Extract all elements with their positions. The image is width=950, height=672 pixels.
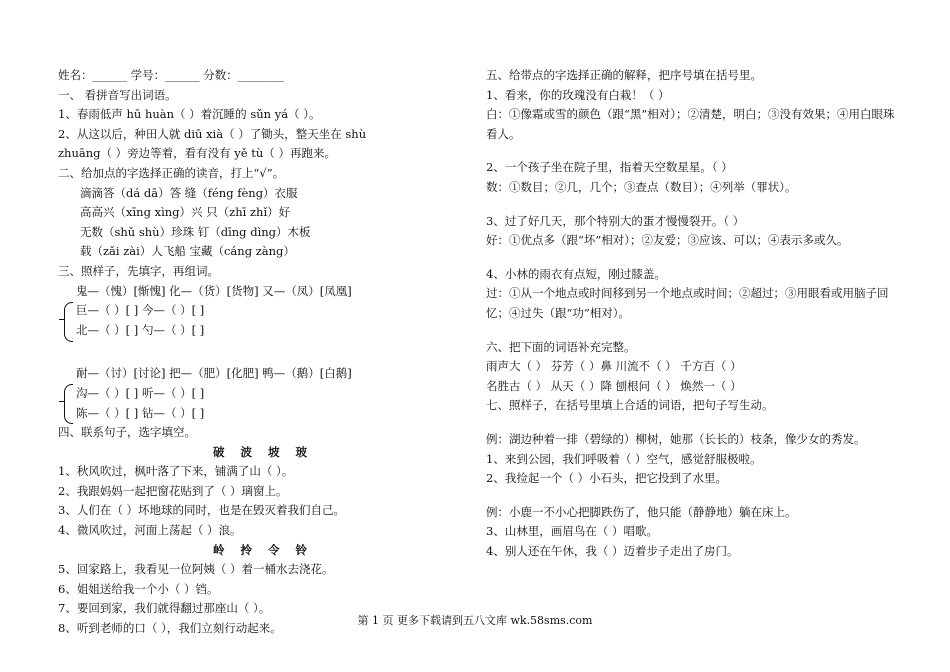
s4-question-2: 2、我跟妈妈一起把窗花贴到了（ ）璃窗上。 (58, 483, 288, 498)
s5-question-3: 3、过了好几天，那个特别大的蛋才慢慢裂开。（ ） (486, 213, 745, 228)
s5-question-4-options: 过：①从一个地点或时间移到另一个地点或时间；②超过；③用眼看或用脑子回忆；④过失（跟“功”相对）。 (486, 286, 889, 320)
s6-row-1: 雨声大（ ） 芬芳（ ）鼻 川流不（ ） 千方百（ ） (486, 359, 742, 374)
s3-g2-row-2: 沟—（ ）[ ] 听—（ ）[ ] (76, 385, 205, 400)
section-7-title: 七、照样子，在括号里填上合适的词语，把句子写生动。 (486, 398, 774, 413)
s4-question-3: 3、人们在（ ）坏地球的同时，也是在毁灭着我们自己。 (58, 503, 345, 518)
s3-group-2 (58, 364, 468, 423)
s4-question-6: 6、姐姐送给我一个小（ ）铛。 (58, 581, 219, 596)
right-column (486, 66, 896, 561)
section-6-title: 六、把下面的词语补充完整。 (486, 339, 636, 354)
section-4-title: 四、联系句子，选字填空。 (58, 425, 196, 440)
page-footer: 第 1 页 更多下载请到五八文库 wk.58sms.com (357, 614, 593, 627)
s1-question-2a: 2、从这以后，种田人就 diū xià（ ）了锄头，整天坐在 shù (58, 126, 367, 141)
section-5-title: 五、给带点的字选择正确的解释，把序号填在括号里。 (486, 68, 762, 82)
section-2-title: 二、给加点的字选择正确的读音，打上“√”。 (58, 165, 285, 180)
s2-row-2: 高高兴（xīng xìng）兴 只（zhī zhǐ）好 (80, 205, 291, 220)
left-column (58, 66, 468, 639)
s7-example-1: 例：湖边种着一排（碧绿的）柳树，她那（长长的）枝条，像少女的秀发。 (486, 431, 866, 446)
s5-question-2-options: 数：①数目；②几，几个；③查点（数目）；④列举（罪状）。 (486, 179, 797, 194)
s4-question-1: 1、秋风吹过，枫叶落了下来，铺满了山（ ）。 (58, 464, 294, 479)
s7-question-4: 4、别人还在午休，我（ ）迈着步子走出了房门。 (486, 543, 739, 558)
s6-row-2: 名胜古（ ） 从天（ ）降 刨根问（ ） 焕然一（ ） (486, 378, 742, 393)
s4-question-7: 7、要回到家，我们就得翻过那座山（ ）。 (58, 601, 271, 616)
s5-question-1-options: 白：①像霜或雪的颜色（跟“黑”相对）；②清楚，明白；③没有效果；④用白眼珠看人。 (486, 107, 895, 141)
s3-g1-row-2: 巨—（ ）[ ] 今—（ ）[ ] (76, 303, 205, 318)
brace-icon (64, 384, 73, 424)
s7-question-2: 2、我捡起一个（ ）小石头，把它投到了水里。 (486, 471, 727, 486)
s1-question-2b: zhuāng（ ）旁边等着，看有没有 yě tù（ ）再跑来。 (58, 146, 336, 161)
s4-char-set-1: 破 波 坡 玻 (212, 444, 313, 459)
student-info-header: 姓名：______ 学号：______ 分数：________ (58, 68, 284, 82)
s4-question-5: 5、回家路上，我看见一位阿姨（ ）着一桶水去浇花。 (58, 562, 334, 577)
section-1-title: 一、 看拼音写出词语。 (58, 87, 177, 102)
s2-row-4: 载（zǎi zài）人飞船 宝藏（cáng zàng） (80, 244, 295, 259)
s1-question-1: 1、春雨低声 hū huàn（ ）着沉睡的 sǔn yá（ ）。 (58, 107, 321, 122)
s3-g1-row-3: 北—（ ）[ ] 勺—（ ）[ ] (76, 322, 205, 337)
s3-g1-row-1: 鬼—（愧）[惭愧] 化—（货）[货物] 又—（凤）[凤凰] (76, 283, 352, 298)
s4-question-4: 4、微风吹过，河面上荡起（ ）浪。 (58, 523, 242, 538)
s4-question-8: 8、听到老师的口（ ），我们立刻行动起来。 (58, 621, 282, 636)
s3-group-1 (58, 282, 468, 341)
s7-question-3: 3、山林里，画眉鸟在（ ）唱歌。 (486, 524, 658, 539)
s7-question-1: 1、来到公园，我们呼吸着（ ）空气，感觉舒服极啦。 (486, 451, 762, 466)
s2-row-1: 滴滴答（dá dā）答 缝（féng fèng）衣服 (80, 185, 298, 200)
s5-question-4: 4、小林的雨衣有点短，刚过膝盖。 (486, 266, 666, 281)
s2-row-3: 无数（shǔ shù）珍珠 钉（dīng dìng）木板 (80, 224, 311, 239)
s3-g2-row-3: 陈—（ ）[ ] 钻—（ ）[ ] (76, 405, 205, 420)
s5-question-1: 1、看来，你的玫瑰没有白栽！（ ） (486, 87, 670, 102)
s3-g2-row-1: 耐—（讨）[讨论] 把—（肥）[化肥] 鸭—（鹅）[白鹅] (76, 366, 352, 381)
brace-icon (64, 302, 73, 342)
s4-char-set-2: 岭 拎 令 铃 (212, 542, 313, 557)
s5-question-2: 2、一个孩子坐在院子里，指着天空数星星。（ ） (486, 160, 733, 175)
s7-example-2: 例：小鹿一不小心把脚跌伤了，他只能（静静地）躺在床上。 (486, 504, 797, 519)
section-3-title: 三、照样子，先填字，再组词。 (58, 263, 219, 278)
s5-question-3-options: 好：①优点多（跟“坏”相对）；②友爱；③应该、可以；④表示多或久。 (486, 233, 849, 248)
